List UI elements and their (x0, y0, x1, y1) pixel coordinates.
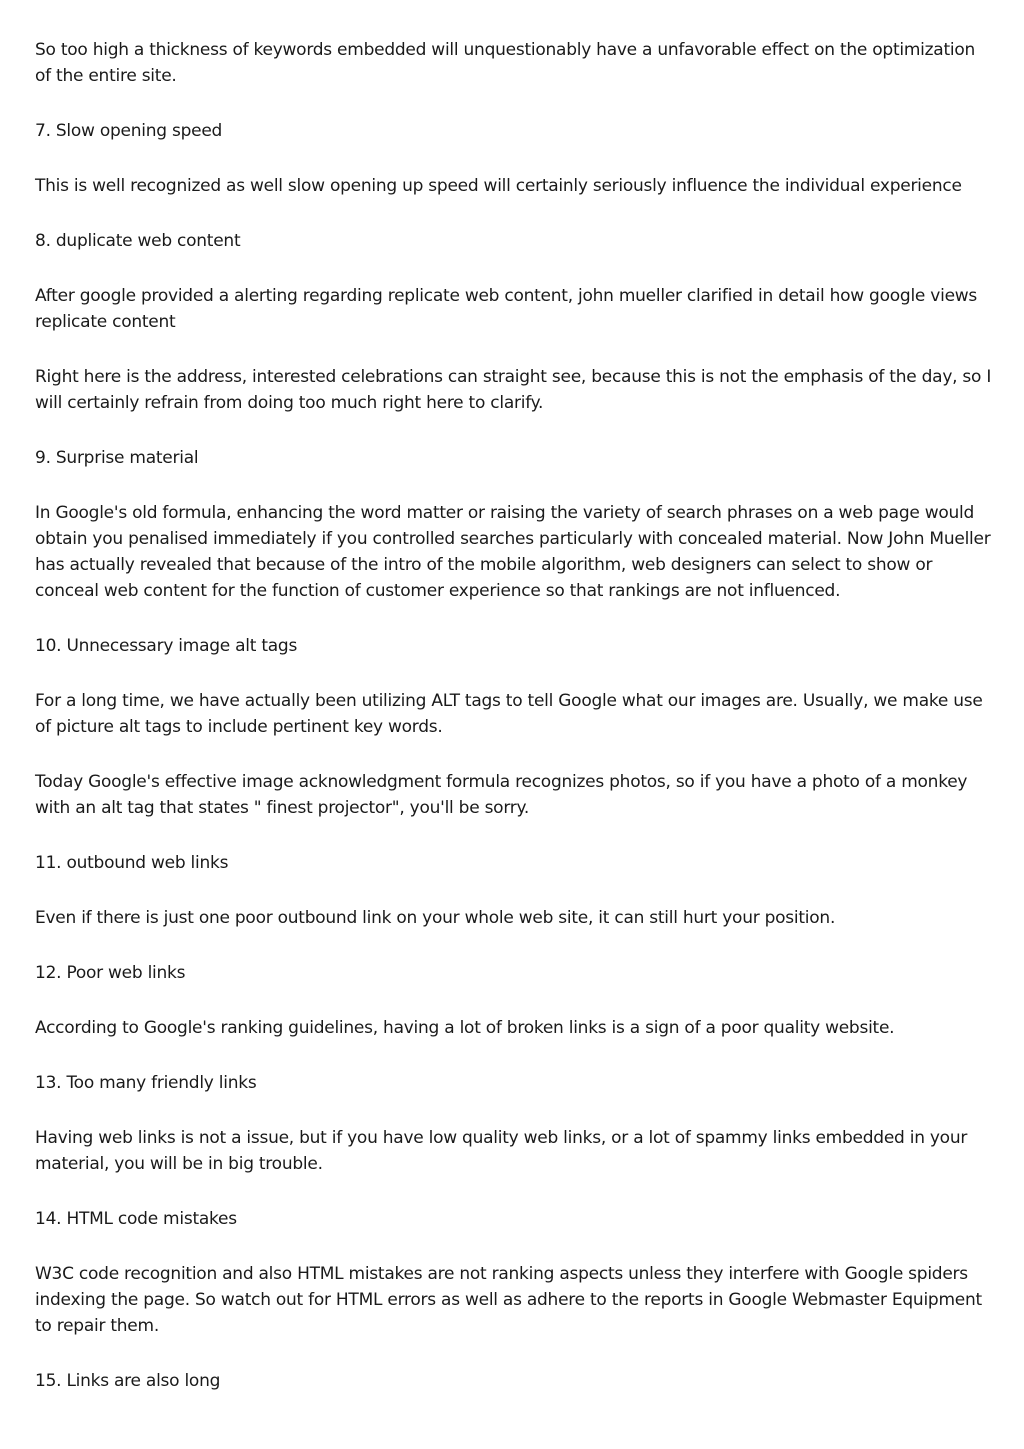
paragraph-broken-links: According to Google's ranking guidelines, having a lot of broken links is a sign of a poor quality website. (35, 1018, 895, 1038)
heading-duplicate-content: 8. duplicate web content (35, 231, 241, 251)
heading-poor-links: 12. Poor web links (35, 963, 186, 983)
heading-long-links: 15. Links are also long (35, 1371, 221, 1391)
heading-image-alt-tags: 10. Unnecessary image alt tags (35, 636, 298, 656)
heading-friendly-links: 13. Too many friendly links (35, 1073, 257, 1093)
heading-outbound-links: 11. outbound web links (35, 853, 229, 873)
paragraph-hidden-content: In Google's old formula, enhancing the word matter or raising the variety of search phrases on a web page would obtain you penalised immediately if you controlled searches particularly with concealed material. Now John Mueller has actually revealed that because of the intro of the mobile algorithm, web designers can select to show or conceal web content for the function of customer experience so that rankings are not influenced. (35, 503, 991, 601)
heading-surprise-material: 9. Surprise material (35, 448, 199, 468)
paragraph-alt-tags-usage: For a long time, we have actually been utilizing ALT tags to tell Google what our images are. Usually, we make use of picture alt tags to include pertinent key words. (35, 691, 983, 737)
article-body (35, 37, 995, 1423)
paragraph-address-note: Right here is the address, interested celebrations can straight see, because this is not the emphasis of the day, so I will certainly refrain from doing too much right here to clarify. (35, 367, 992, 413)
paragraph-spammy-links: Having web links is not a issue, but if you have low quality web links, or a lot of spammy links embedded in your material, you will be in big trouble. (35, 1128, 968, 1174)
paragraph-slow-speed: This is well recognized as well slow opening up speed will certainly seriously influence the individual experience (35, 176, 962, 196)
heading-html-mistakes: 14. HTML code mistakes (35, 1209, 237, 1229)
heading-slow-opening-speed: 7. Slow opening speed (35, 121, 223, 141)
paragraph-html-errors: W3C code recognition and also HTML mistakes are not ranking aspects unless they interfere with Google spiders indexing the page. So watch out for HTML errors as well as adhere to the reports in Google Webmaster Equipment to repair them. (35, 1264, 982, 1336)
paragraph-image-recognition: Today Google's effective image acknowledgment formula recognizes photos, so if you have a photo of a monkey with an alt tag that states " finest projector", you'll be sorry. (35, 772, 968, 818)
paragraph-keyword-density: So too high a thickness of keywords embedded will unquestionably have a unfavorable effect on the optimization of the entire site. (35, 40, 976, 86)
paragraph-duplicate-content: After google provided a alerting regarding replicate web content, john mueller clarified in detail how google views replicate content (35, 286, 978, 332)
paragraph-outbound-links: Even if there is just one poor outbound link on your whole web site, it can still hurt your position. (35, 908, 836, 928)
